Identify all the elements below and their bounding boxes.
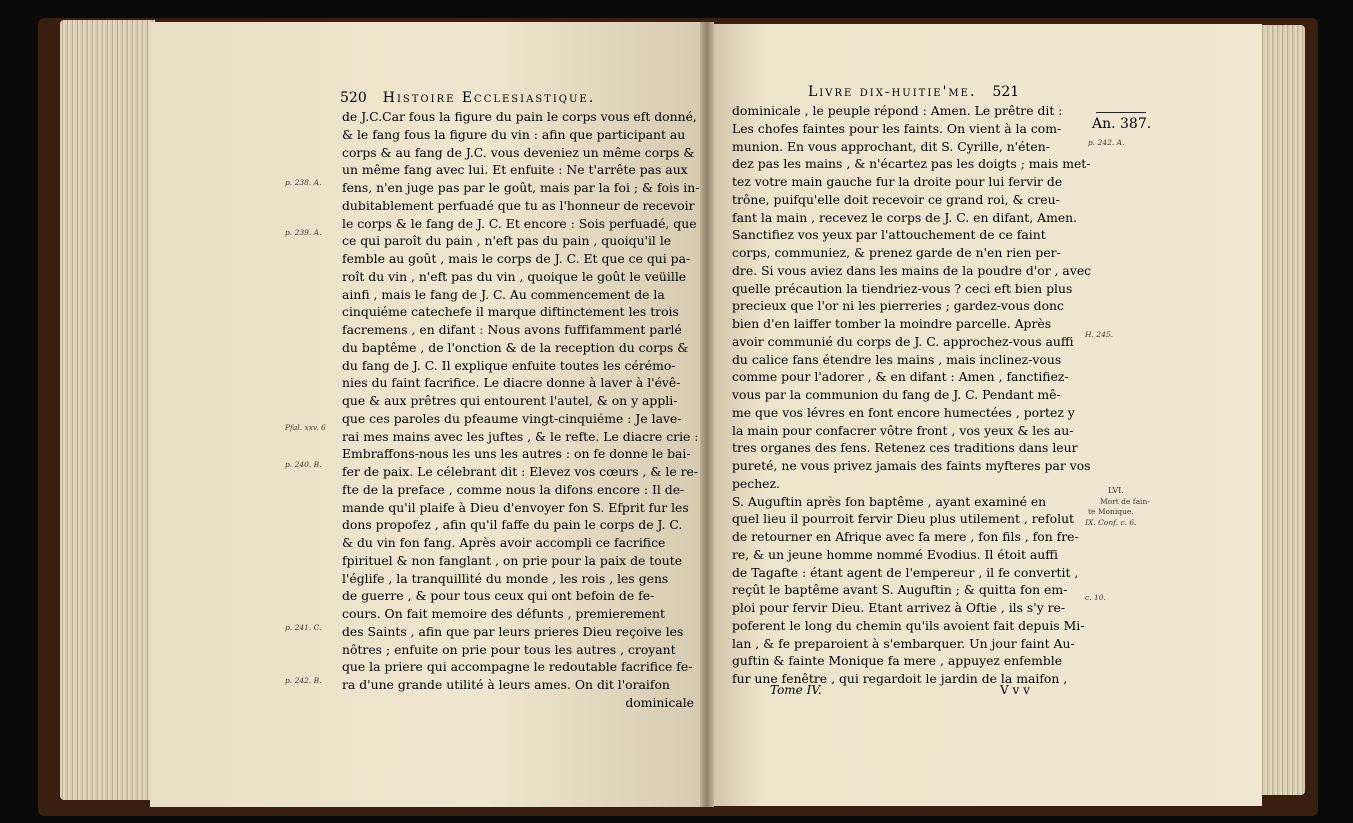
text-line: nies du faint facrifice. Le diacre donne à laver à l'évê- xyxy=(342,375,681,391)
page-edges-left xyxy=(60,20,155,800)
text-line: de guerre , & pour tous ceux qui ont befoin de fe- xyxy=(342,588,655,604)
text-line: guftin & fainte Monique fa mere , appuyez enfemble xyxy=(732,653,1063,669)
footer-volume: Tome IV. xyxy=(770,683,822,697)
text-line: reçût le baptême avant S. Auguftin ; & quitta fon em- xyxy=(732,582,1068,598)
text-line: des Saints , afin que par leurs prieres Dieu reçoive les xyxy=(342,623,684,639)
right-running-head xyxy=(808,84,1035,100)
text-line: re, & un jeune homme nommé Evodius. Il étoit auffi xyxy=(732,546,1059,562)
text-line: fur une fenêtre , qui regardoit le jardin de la maifon , xyxy=(732,671,1068,686)
left-margin-note: p. 239. A. xyxy=(285,228,322,237)
text-line: dominicale xyxy=(625,694,694,710)
section-title-line: Mort de fain- xyxy=(1100,497,1150,506)
text-line: que ces paroles du pfeaume vingt-cinquiéme : Je lave- xyxy=(342,410,682,426)
text-line: du baptême , de l'onction & de la reception du corps & xyxy=(342,339,689,355)
text-line: vous par la communion du fang de J. C. Pendant mê- xyxy=(732,387,1061,402)
text-line: fant la main , recevez le corps de J. C. en difant, Amen. xyxy=(732,209,1078,225)
text-line: de retourner en Afrique avec fa mere , fon fils , fon fre- xyxy=(732,529,1079,544)
right-body-text xyxy=(732,102,1092,688)
left-running-title: Histoire Ecclesiastique. xyxy=(382,90,596,106)
text-line: ce qui paroît du pain , n'eft pas du pain , quoiqu'il le xyxy=(342,233,672,249)
text-line: & du vin fon fang. Après avoir accompli ce facrifice xyxy=(342,535,666,550)
left-margin-note: p. 241. C. xyxy=(285,623,322,632)
text-line: du calice fans étendre les mains , mais inclinez-vous xyxy=(732,351,1062,367)
right-margin-note: H. 245. xyxy=(1085,330,1114,339)
text-line: que la priere qui accompagne le redoutable facrifice fe- xyxy=(342,659,693,675)
right-running-title: Livre dix-huitie'me. xyxy=(808,84,977,100)
text-line: & le fang fous la figure du vin : afin que participant au xyxy=(342,126,686,142)
book-gutter xyxy=(700,22,714,807)
section-title-line: te Monique. xyxy=(1088,507,1134,516)
text-line: precieux que l'or ni les pierreries ; gardez-vous donc xyxy=(732,298,1064,314)
text-line: Les chofes faintes pour les faints. On vient à la com- xyxy=(732,120,1062,136)
left-margin-note: p. 242. B. xyxy=(285,676,322,685)
text-line: munion. En vous approchant, dit S. Cyrille, n'éten- xyxy=(732,138,1050,154)
text-line: dre. Si vous aviez dans les mains de la poudre d'or , avec xyxy=(732,262,1092,278)
text-line: dez pas les mains , & n'écartez pas les doigts ; mais met- xyxy=(732,156,1091,172)
text-line: facremens , en difant : Nous avons fuffifamment parlé xyxy=(342,322,682,337)
text-line: femble au goût , mais le corps de J. C. Et que ce qui pa- xyxy=(342,251,691,266)
text-line: rai mes mains avec les juftes , & le refte. Le diacre crie : xyxy=(342,428,699,444)
text-line: cinquiéme catechefe il marque diftinctement les trois xyxy=(342,304,679,320)
text-line: corps, communiez, & prenez garde de n'en rien per- xyxy=(732,245,1061,260)
text-line: poferent le long du chemin qu'ils avoient fait depuis Mi- xyxy=(732,617,1085,633)
text-line: la main pour confacrer vôtre front , vos yeux & les au- xyxy=(732,422,1074,438)
text-line: nôtres ; enfuite on prie pour tous les autres , croyant xyxy=(342,641,676,657)
text-line: dubitablement perfuadé que tu as l'honneur de recevoir xyxy=(342,197,695,213)
text-line: comme pour l'adorer , & en difant : Amen , fanctifiez- xyxy=(732,369,1069,385)
text-line: ploi pour fervir Dieu. Etant arrivez à Oftie , ils s'y re- xyxy=(732,600,1066,615)
text-line: lan , & fe preparoient à s'embarquer. Un jour faint Au- xyxy=(732,635,1075,651)
text-line: dominicale , le peuple répond : Amen. Le prêtre dit : xyxy=(732,103,1063,118)
text-line: fens, n'en juge pas par le goût, mais par la foi ; & fois in- xyxy=(342,180,700,195)
text-line: fer de paix. Le célebrant dit : Elevez vos cœurs , & le re- xyxy=(342,464,699,479)
right-page-number: 521 xyxy=(992,84,1020,100)
year-label: An. 387. xyxy=(1092,116,1152,132)
text-line: fpirituel & non fanglant , on prie pour la paix de toute xyxy=(342,552,683,568)
text-line: ra d'une grande utilité à leurs ames. On dit l'oraifon xyxy=(342,677,670,692)
text-line: quelle précaution la tiendriez-vous ? ceci eft bien plus xyxy=(732,280,1073,296)
footer-signature: V v v xyxy=(1000,683,1030,697)
text-line: avoir communié du corps de J. C. approchez-vous auffi xyxy=(732,333,1074,349)
text-line: ainfi , mais le fang de J. C. Au commencement de la xyxy=(342,286,665,302)
right-margin-note: IX. Conf. c. 6. xyxy=(1085,518,1137,527)
text-line: le corps & le fang de J. C. Et encore : Sois perfuadé, que xyxy=(342,215,697,231)
text-line: pureté, ne vous privez jamais des faints myfteres par vos xyxy=(732,458,1091,473)
left-margin-note: p. 238. A. xyxy=(285,178,322,187)
text-line: dons propofez , afin qu'il faffe du pain le corps de J. C. xyxy=(342,517,683,533)
text-line: de J.C.Car fous la figure du pain le corps vous eft donné, xyxy=(342,109,697,124)
right-margin-note: c. 10. xyxy=(1085,593,1106,602)
right-margin-note: p. 242. A. xyxy=(1088,138,1125,147)
text-line: de Tagafte : étant agent de l'empereur , il fe convertit , xyxy=(732,564,1079,580)
text-line: pechez. xyxy=(732,475,780,491)
text-line: mande qu'il plaife à Dieu d'envoyer fon S. Efprit fur les xyxy=(342,499,689,515)
text-line: un même fang avec lui. Et enfuite : Ne t'arrête pas aux xyxy=(342,162,688,178)
section-number: LVI. xyxy=(1108,486,1124,495)
text-line: tez votre main gauche fur la droite pour lui fervir de xyxy=(732,174,1063,189)
text-line: que & aux prêtres qui entourent l'autel, & on y appli- xyxy=(342,393,678,408)
text-line: fte de la preface , comme nous la difons encore : Il de- xyxy=(342,481,685,497)
text-line: Sanctifiez vos yeux par l'attouchement de ce faint xyxy=(732,227,1046,243)
year-rule xyxy=(1096,112,1146,113)
left-running-head xyxy=(340,90,595,106)
text-line: l'églife , la tranquillité du monde , les rois , les gens xyxy=(342,570,669,586)
text-line: trône, puifqu'elle doit recevoir ce grand roi, & creu- xyxy=(732,191,1060,207)
text-line: S. Auguftin après fon baptême , ayant examiné en xyxy=(732,493,1047,509)
text-line: corps & au fang de J.C. vous deveniez un même corps & xyxy=(342,144,695,160)
text-line: du fang de J. C. Il explique enfuite toutes les cérémo- xyxy=(342,357,676,373)
page-edges-right xyxy=(1255,25,1305,795)
text-line: tres organes des fens. Retenez ces traditions dans leur xyxy=(732,440,1078,456)
text-line: roît du vin , n'eft pas du vin , quoique le goût le veüille xyxy=(342,268,687,284)
left-page-number: 520 xyxy=(340,90,367,106)
text-line: cours. On fait memoire des défunts , premierement xyxy=(342,606,665,621)
text-line: Embraffons-nous les uns les autres : on fe donne le bai- xyxy=(342,446,691,462)
left-margin-note: Pfal. xxv. 6 xyxy=(285,423,326,432)
left-margin-note: p. 240. B. xyxy=(285,460,322,469)
text-line: quel lieu il pourroit fervir Dieu plus utilement , refolut xyxy=(732,511,1075,527)
left-body-text xyxy=(342,108,700,712)
text-line: bien d'en laiffer tomber la moindre parcelle. Après xyxy=(732,316,1052,331)
text-line: me que vos lévres en font encore humectées , portez y xyxy=(732,404,1075,420)
